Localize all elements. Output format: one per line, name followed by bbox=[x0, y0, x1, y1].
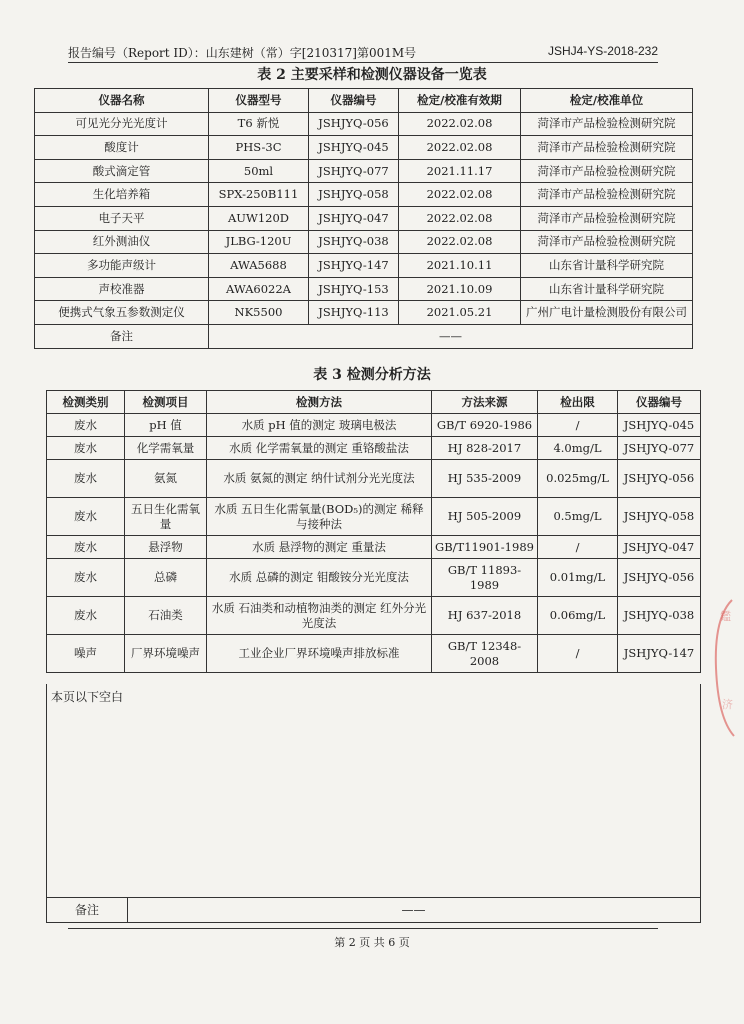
method-cell: GB/T 12348-2008 bbox=[432, 635, 538, 673]
method-cell: 水质 悬浮物的测定 重量法 bbox=[207, 536, 432, 559]
method-cell: 水质 化学需氧量的测定 重铬酸盐法 bbox=[207, 437, 432, 460]
instrument-row bbox=[35, 301, 693, 325]
method-cell: 废水 bbox=[47, 437, 125, 460]
method-cell: JSHJYQ-077 bbox=[618, 437, 701, 460]
instrument-row bbox=[35, 183, 693, 207]
method-cell: 氨氮 bbox=[125, 460, 207, 498]
method-cell: 水质 氨氮的测定 纳什试剂分光光度法 bbox=[207, 460, 432, 498]
instrument-cell: 便携式气象五参数测定仪 bbox=[35, 301, 209, 325]
method-table bbox=[46, 390, 701, 673]
method-cell: JSHJYQ-038 bbox=[618, 597, 701, 635]
red-seal-stamp bbox=[706, 598, 736, 738]
method-cell: 厂界环境噪声 bbox=[125, 635, 207, 673]
instrument-cell: 菏泽市产品检验检测研究院 bbox=[521, 230, 693, 254]
method-cell: 0.06mg/L bbox=[538, 597, 618, 635]
instrument-cell: 可见光分光光度计 bbox=[35, 112, 209, 136]
method-row bbox=[47, 437, 701, 460]
instrument-cell: 酸度计 bbox=[35, 136, 209, 160]
report-code: JSHJ4-YS-2018-232 bbox=[547, 44, 658, 58]
method-cell: 废水 bbox=[47, 597, 125, 635]
method-cell: 五日生化需氧量 bbox=[125, 498, 207, 536]
method-cell: JSHJYQ-058 bbox=[618, 498, 701, 536]
instrument-cell: 山东省计量科学研究院 bbox=[521, 254, 693, 278]
method-cell: JSHJYQ-147 bbox=[618, 635, 701, 673]
method-cell: HJ 535-2009 bbox=[432, 460, 538, 498]
instrument-cell: 山东省计量科学研究院 bbox=[521, 277, 693, 301]
page-number: 第 2 页 共 6 页 bbox=[334, 936, 410, 949]
instrument-cell: 菏泽市产品检验检测研究院 bbox=[521, 112, 693, 136]
instrument-table bbox=[34, 88, 693, 349]
blank-area bbox=[46, 684, 701, 923]
instrument-cell: JSHJYQ-045 bbox=[309, 136, 399, 160]
method-cell: / bbox=[538, 536, 618, 559]
method-cell: 4.0mg/L bbox=[538, 437, 618, 460]
table3-remark-row bbox=[47, 897, 700, 922]
instrument-cell: 菏泽市产品检验检测研究院 bbox=[521, 136, 693, 160]
method-cell: 水质 pH 值的测定 玻璃电极法 bbox=[207, 414, 432, 437]
table3-remark-value: —— bbox=[401, 903, 426, 917]
method-cell: 化学需氧量 bbox=[125, 437, 207, 460]
instrument-cell: 红外测油仪 bbox=[35, 230, 209, 254]
method-cell: GB/T 6920-1986 bbox=[432, 414, 538, 437]
instrument-cell: AWA5688 bbox=[209, 254, 309, 278]
instrument-remark-label: 备注 bbox=[35, 324, 209, 348]
method-cell: 水质 石油类和动植物油类的测定 红外分光光度法 bbox=[207, 597, 432, 635]
method-cell: 废水 bbox=[47, 414, 125, 437]
method-header-cell: 检测类别 bbox=[47, 391, 125, 414]
instrument-cell: 2021.11.17 bbox=[399, 159, 521, 183]
instrument-cell: 2022.02.08 bbox=[399, 112, 521, 136]
method-header-cell: 检出限 bbox=[538, 391, 618, 414]
instrument-cell: 酸式滴定管 bbox=[35, 159, 209, 183]
instrument-cell: 菏泽市产品检验检测研究院 bbox=[521, 206, 693, 230]
instrument-cell: JSHJYQ-047 bbox=[309, 206, 399, 230]
instrument-cell: 生化培养箱 bbox=[35, 183, 209, 207]
method-cell: 水质 五日生化需氧量(BOD₅)的测定 稀释与接种法 bbox=[207, 498, 432, 536]
method-cell: pH 值 bbox=[125, 414, 207, 437]
method-row bbox=[47, 635, 701, 673]
instrument-cell: 2021.10.09 bbox=[399, 277, 521, 301]
instrument-remark-value: —— bbox=[209, 324, 693, 348]
method-cell: 悬浮物 bbox=[125, 536, 207, 559]
method-cell: HJ 637-2018 bbox=[432, 597, 538, 635]
instrument-cell: JSHJYQ-077 bbox=[309, 159, 399, 183]
instrument-row bbox=[35, 136, 693, 160]
table3-title: 表 3 检测分析方法 bbox=[313, 367, 431, 383]
table2-title: 表 2 主要采样和检测仪器设备一览表 bbox=[257, 67, 487, 83]
method-cell: 工业企业厂界环境噪声排放标准 bbox=[207, 635, 432, 673]
method-cell: 废水 bbox=[47, 559, 125, 597]
instrument-cell: 2022.02.08 bbox=[399, 183, 521, 207]
instrument-cell: 50ml bbox=[209, 159, 309, 183]
instrument-row bbox=[35, 112, 693, 136]
blank-note: 本页以下空白 bbox=[51, 690, 124, 704]
method-cell: 废水 bbox=[47, 460, 125, 498]
instrument-cell: JLBG-120U bbox=[209, 230, 309, 254]
instrument-row bbox=[35, 159, 693, 183]
method-cell: 石油类 bbox=[125, 597, 207, 635]
instrument-table-header bbox=[35, 89, 693, 113]
instrument-cell: T6 新悦 bbox=[209, 112, 309, 136]
report-id: 报告编号（Report ID）：山东建树（常）字[210317]第001M号 bbox=[68, 46, 417, 60]
instrument-header-cell: 仪器名称 bbox=[35, 89, 209, 113]
method-row bbox=[47, 460, 701, 498]
method-header-cell: 仪器编号 bbox=[618, 391, 701, 414]
instrument-cell: 2021.10.11 bbox=[399, 254, 521, 278]
method-cell: GB/T 11893-1989 bbox=[432, 559, 538, 597]
instrument-cell: PHS-3C bbox=[209, 136, 309, 160]
method-row bbox=[47, 498, 701, 536]
instrument-cell: 菏泽市产品检验检测研究院 bbox=[521, 183, 693, 207]
instrument-cell: 2022.02.08 bbox=[399, 136, 521, 160]
method-cell: / bbox=[538, 414, 618, 437]
method-cell: JSHJYQ-045 bbox=[618, 414, 701, 437]
method-row bbox=[47, 414, 701, 437]
method-cell: 废水 bbox=[47, 536, 125, 559]
instrument-row bbox=[35, 206, 693, 230]
instrument-cell: JSHJYQ-113 bbox=[309, 301, 399, 325]
instrument-cell: NK5500 bbox=[209, 301, 309, 325]
method-cell: JSHJYQ-047 bbox=[618, 536, 701, 559]
method-cell: GB/T11901-1989 bbox=[432, 536, 538, 559]
instrument-row bbox=[35, 277, 693, 301]
method-row bbox=[47, 559, 701, 597]
method-cell: 噪声 bbox=[47, 635, 125, 673]
instrument-remark-row bbox=[35, 324, 693, 348]
method-cell: JSHJYQ-056 bbox=[618, 559, 701, 597]
instrument-cell: 2022.02.08 bbox=[399, 206, 521, 230]
instrument-header-cell: 检定/校准单位 bbox=[521, 89, 693, 113]
instrument-cell: 2022.02.08 bbox=[399, 230, 521, 254]
method-header-cell: 方法来源 bbox=[432, 391, 538, 414]
instrument-header-cell: 检定/校准有效期 bbox=[399, 89, 521, 113]
method-table-header bbox=[47, 391, 701, 414]
method-cell: HJ 505-2009 bbox=[432, 498, 538, 536]
method-cell: 0.01mg/L bbox=[538, 559, 618, 597]
instrument-cell: 广州广电计量检测股份有限公司 bbox=[521, 301, 693, 325]
instrument-cell: 多功能声级计 bbox=[35, 254, 209, 278]
instrument-cell: JSHJYQ-056 bbox=[309, 112, 399, 136]
svg-text:济: 济 bbox=[722, 698, 733, 711]
svg-text:鑑: 鑑 bbox=[720, 610, 731, 623]
method-cell: 总磷 bbox=[125, 559, 207, 597]
method-header-cell: 检测项目 bbox=[125, 391, 207, 414]
instrument-cell: SPX-250B111 bbox=[209, 183, 309, 207]
instrument-cell: 2021.05.21 bbox=[399, 301, 521, 325]
report-header bbox=[68, 42, 658, 63]
instrument-header-cell: 仪器型号 bbox=[209, 89, 309, 113]
instrument-cell: AWA6022A bbox=[209, 277, 309, 301]
instrument-cell: JSHJYQ-147 bbox=[309, 254, 399, 278]
method-header-cell: 检测方法 bbox=[207, 391, 432, 414]
instrument-cell: JSHJYQ-038 bbox=[309, 230, 399, 254]
table3-remark-label: 备注 bbox=[47, 898, 128, 922]
instrument-cell: JSHJYQ-153 bbox=[309, 277, 399, 301]
method-cell: 0.025mg/L bbox=[538, 460, 618, 498]
instrument-cell: 菏泽市产品检验检测研究院 bbox=[521, 159, 693, 183]
instrument-header-cell: 仪器编号 bbox=[309, 89, 399, 113]
method-cell: 废水 bbox=[47, 498, 125, 536]
instrument-cell: 声校准器 bbox=[35, 277, 209, 301]
method-cell: JSHJYQ-056 bbox=[618, 460, 701, 498]
instrument-cell: 电子天平 bbox=[35, 206, 209, 230]
footer-divider bbox=[68, 928, 658, 929]
method-row bbox=[47, 536, 701, 559]
instrument-row bbox=[35, 230, 693, 254]
method-cell: 0.5mg/L bbox=[538, 498, 618, 536]
method-cell: HJ 828-2017 bbox=[432, 437, 538, 460]
instrument-cell: JSHJYQ-058 bbox=[309, 183, 399, 207]
instrument-cell: AUW120D bbox=[209, 206, 309, 230]
method-cell: 水质 总磷的测定 钼酸铵分光光度法 bbox=[207, 559, 432, 597]
method-row bbox=[47, 597, 701, 635]
instrument-row bbox=[35, 254, 693, 278]
method-cell: / bbox=[538, 635, 618, 673]
